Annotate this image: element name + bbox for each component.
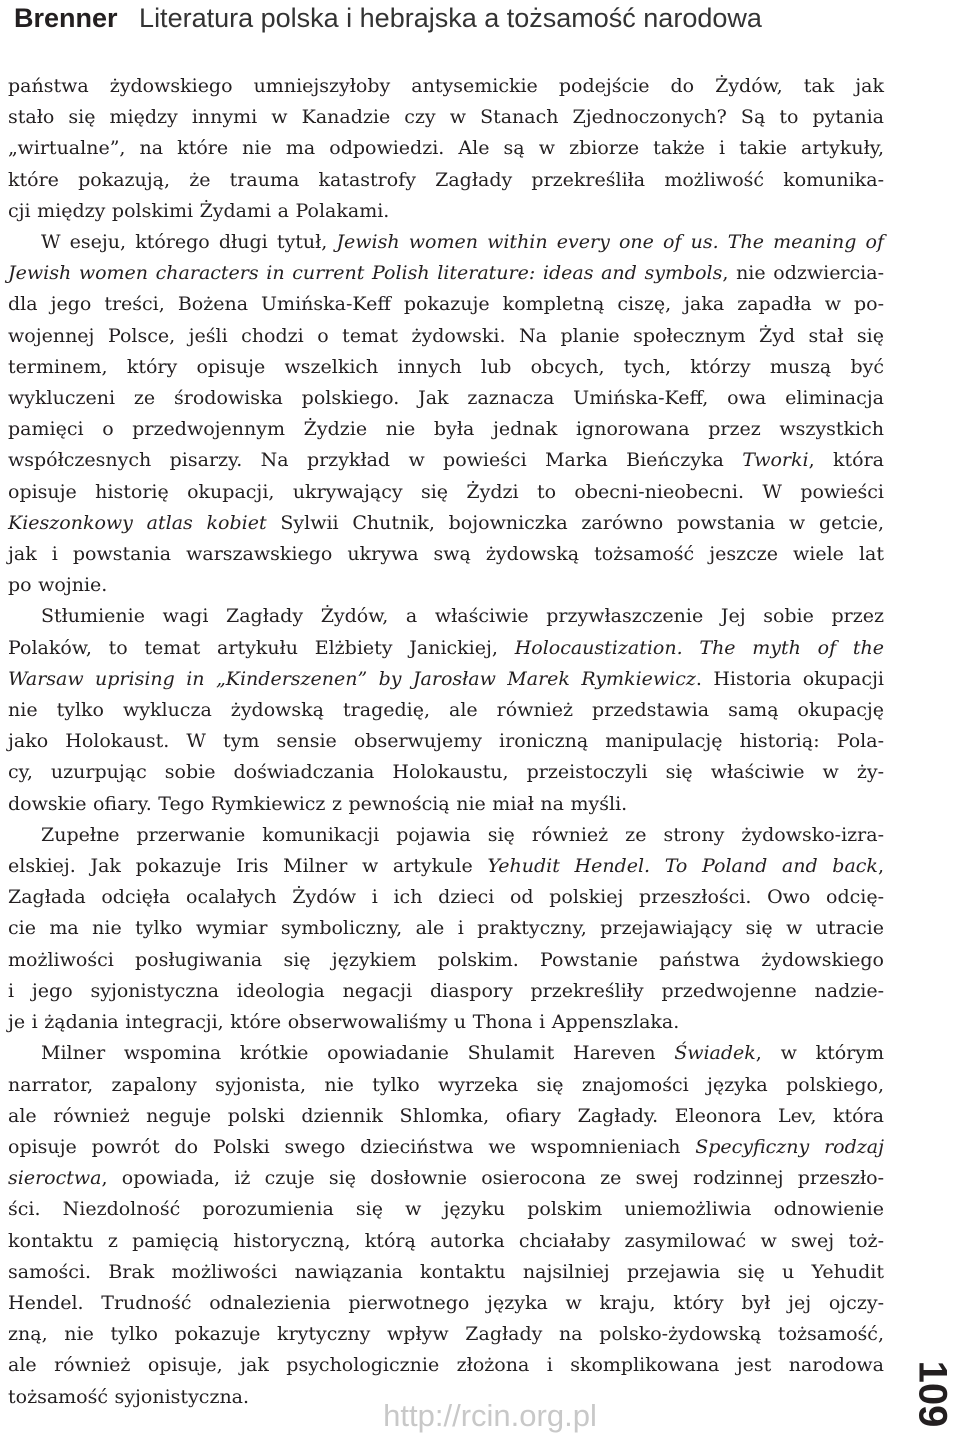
text-line xyxy=(8,757,884,788)
line-text: stało się między innymi w Kanadzie czy w Stanach Zjednoczonych? Są to pytania xyxy=(8,106,884,129)
line-text: Sylwii Chutnik, bojowniczka zarówno powstania w getcie, xyxy=(266,511,884,534)
italic-title: Kieszonkowy atlas kobiet xyxy=(8,511,267,534)
line-text: ści. Niezdolność porozumienia się w języku polskim uniemożliwia odnowienie xyxy=(8,1198,884,1221)
line-text: , która xyxy=(808,449,884,472)
text-line xyxy=(8,445,884,476)
line-text: opisuje historię okupacji, ukrywający się Żydzi to obecni-nieobecni. W powieści xyxy=(8,480,884,503)
text-line xyxy=(8,789,884,820)
line-text: dowskie ofiary. Tego Rymkiewicz z pewnością nie miał na myśli. xyxy=(8,792,628,815)
line-text: zną, nie tylko pokazuje krytyczny wpływ Zagłady na polsko-żydowską tożsamość, xyxy=(8,1323,884,1346)
text-line xyxy=(8,352,884,383)
line-text: samości. Brak możliwości nawiązania kontaktu najsilniej przejawia się u Yehudit xyxy=(8,1260,884,1283)
text-line xyxy=(8,383,884,414)
text-line xyxy=(8,1038,884,1069)
text-line xyxy=(8,820,884,851)
text-line xyxy=(8,851,884,882)
text-line xyxy=(8,321,884,352)
text-line xyxy=(8,664,884,695)
line-text: opisuje powrót do Polski swego dzieciństwa we wspomnieniach xyxy=(8,1135,696,1158)
line-text: tożsamość syjonistyczna. xyxy=(8,1385,250,1408)
line-text: ale również neguje polski dziennik Shlomka, ofiary Zagłady. Eleonora Lev, która xyxy=(8,1104,884,1127)
text-line xyxy=(8,601,884,632)
italic-title: Holocaustization. The myth of the xyxy=(514,636,884,659)
line-text: , xyxy=(877,855,884,878)
text-line xyxy=(8,1101,884,1132)
line-text: Milner wspomina krótkie opowiadanie Shulamit Hareven xyxy=(41,1042,675,1065)
text-line xyxy=(8,133,884,164)
line-text: elskiej. Jak pokazuje Iris Milner w artykule xyxy=(8,855,488,878)
text-line xyxy=(8,196,884,227)
line-text: wykluczeni ze środowiska polskiego. Jak zaznacza Umińska-Keff, owa eliminacja xyxy=(8,387,884,410)
text-line xyxy=(8,1132,884,1163)
text-line xyxy=(8,227,884,258)
line-text: narrator, zapalony syjonista, nie tylko wyrzeka się znajomości języka polskiego, xyxy=(8,1073,884,1096)
text-line xyxy=(8,976,884,1007)
line-text: , opowiada, iż czuje się dosłownie osierocona ze swej rodzinnej przeszło- xyxy=(101,1167,884,1190)
line-text: kontaktu z pamięcią historyczną, którą autorka chciałaby zasymilować w swej toż- xyxy=(8,1229,884,1252)
text-line xyxy=(8,71,884,102)
text-line xyxy=(8,882,884,913)
text-line xyxy=(8,539,884,570)
line-text: Hendel. Trudność odnalezienia pierwotnego języka w kraju, który był jej ojczy- xyxy=(8,1291,884,1314)
text-line xyxy=(8,633,884,664)
text-line xyxy=(8,1226,884,1257)
line-text: je i żądania integracji, które obserwowaliśmy u Thona i Appenszlaka. xyxy=(8,1011,680,1034)
italic-title: sieroctwa xyxy=(8,1167,102,1190)
text-line xyxy=(8,1007,884,1038)
line-text: po wojnie. xyxy=(8,574,108,597)
line-text: Polaków, to temat artykułu Elżbiety Janickiej, xyxy=(8,636,515,659)
watermark-url: http://rcin.org.pl xyxy=(383,1398,597,1433)
text-line xyxy=(8,1288,884,1319)
line-text: Zupełne przerwanie komunikacji pojawia się również ze strony żydowsko-izra- xyxy=(41,823,884,846)
page-number: 109 xyxy=(910,1360,954,1428)
text-line xyxy=(8,1350,884,1381)
text-line xyxy=(8,945,884,976)
line-text: wojennej Polsce, jeśli chodzi o temat żydowski. Na planie społecznym Żyd stał się xyxy=(8,324,884,347)
line-text: nie tylko wyklucza żydowską tragedię, ale również przedstawia samą okupację xyxy=(8,699,884,722)
italic-title: Specyficzny rodzaj xyxy=(695,1135,884,1158)
line-text: cie ma nie tylko wymiar symboliczny, ale i praktyczny, przejawiający się w utracie xyxy=(8,917,884,940)
italic-title: Świadek xyxy=(674,1042,756,1065)
text-line xyxy=(8,1257,884,1288)
text-line xyxy=(8,508,884,539)
line-text: terminem, który opisuje wszelkich innych lub obcych, tych, którzy muszą być xyxy=(8,355,884,378)
line-text: dla jego treści, Bożena Umińska-Keff pokazuje kompletną ciszę, jaka zapadła w po- xyxy=(8,293,884,316)
line-text: Stłumienie wagi Zagłady Żydów, a właściwie przywłaszczenie Jej sobie przez xyxy=(41,605,884,628)
line-text: , nie odzwiercia- xyxy=(722,262,884,285)
text-line xyxy=(8,477,884,508)
italic-title: Yehudit Hendel. To Poland and back xyxy=(487,855,878,878)
line-text: jako Holokaust. W tym sensie obserwujemy ironiczną manipulację historią: Pola- xyxy=(8,730,884,753)
line-text: możliwości posługiwania się językiem polskim. Powstanie państwa żydowskiego xyxy=(8,948,884,971)
text-line xyxy=(8,1163,884,1194)
italic-title: Jewish women within every one of us. The meaning of xyxy=(336,231,885,254)
text-line xyxy=(8,726,884,757)
article-body xyxy=(8,71,884,1413)
line-text: „wirtualne”, na które nie ma odpowiedzi. Ale są w zbiorze także i takie artykuły, xyxy=(8,137,884,160)
line-text: współczesnych pisarzy. Na przykład w powieści Marka Bieńczyka xyxy=(8,449,743,472)
line-text: pamięci o przedwojennym Żydzie nie była jednak ignorowana przez wszystkich xyxy=(8,418,884,441)
text-line xyxy=(8,165,884,196)
text-line xyxy=(8,1319,884,1350)
line-text: cji między polskimi Żydami a Polakami. xyxy=(8,199,390,222)
line-text: W eseju, którego długi tytuł, xyxy=(41,231,337,254)
italic-title: Warsaw uprising in „Kinderszenen” by Jarosław Marek Rymkiewicz xyxy=(8,667,696,690)
text-line xyxy=(8,1070,884,1101)
line-text: . Historia okupacji xyxy=(695,667,884,690)
line-text: cy, uzurpując sobie doświadczania Holokaustu, przeistoczyli się właściwie w ży- xyxy=(8,761,884,784)
text-line xyxy=(8,258,884,289)
line-text: które pokazują, że trauma katastrofy Zagłady przekreśliła możliwość komunika- xyxy=(8,168,884,191)
header-author: Brenner xyxy=(14,3,118,33)
text-line xyxy=(8,1194,884,1225)
line-text: ale również opisuje, jak psychologicznie złożona i skomplikowana jest narodowa xyxy=(8,1354,884,1377)
header-title: Literatura polska i hebrajska a tożsamość narodowa xyxy=(139,3,762,33)
line-text: jak i powstania warszawskiego ukrywa swą żydowską tożsamość jeszcze wiele lat xyxy=(8,543,884,566)
text-line xyxy=(8,102,884,133)
line-text: państwa żydowskiego umniejszyłoby antysemickie podejście do Żydów, tak jak xyxy=(8,75,884,97)
italic-title: Jewish women characters in current Polish literature: ideas and symbols xyxy=(8,262,723,285)
text-line xyxy=(8,913,884,944)
line-text: , w którym xyxy=(755,1042,884,1065)
text-line xyxy=(8,289,884,320)
text-line xyxy=(8,414,884,445)
line-text: i jego syjonistyczna ideologia negacji diaspory przekreśliły przedwojenne nadzie- xyxy=(8,979,884,1002)
text-line xyxy=(8,570,884,601)
text-line xyxy=(8,695,884,726)
running-header xyxy=(14,2,762,34)
italic-title: Tworki xyxy=(742,449,809,472)
line-text: Zagłada odcięła ocalałych Żydów i ich dzieci od polskiej przeszłości. Owo odcię- xyxy=(8,886,884,909)
